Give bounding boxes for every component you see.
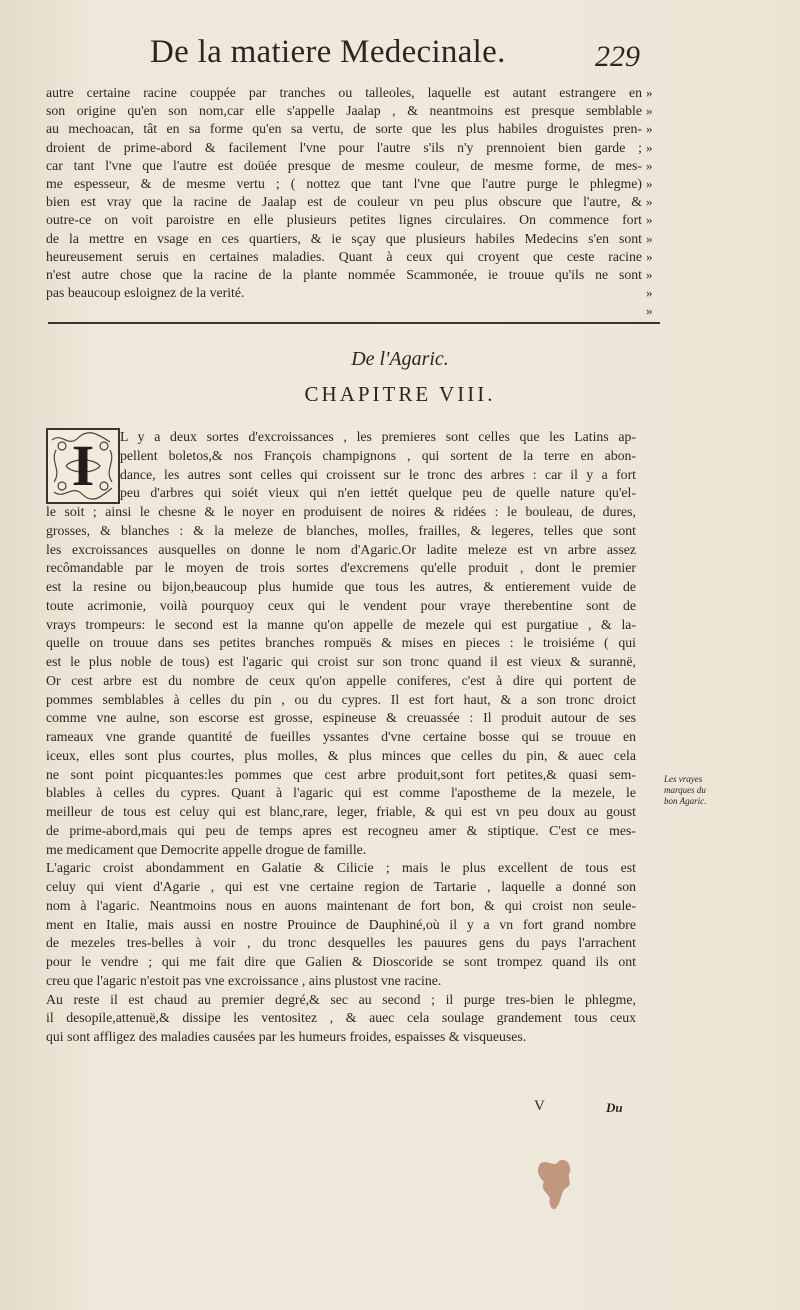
- text-line: les excroissances ausquelles on donne le nom d'Agaric.Or ladite meleze est vn arbre assez: [46, 541, 636, 557]
- text-line: pommes semblables à celles du pin , ou du cypres. Il est fort haut, & a son tronc droict: [46, 691, 636, 707]
- text-line: autre certaine racine couppée par tranches ou talleoles, laquelle est autant estrangere en: [46, 85, 642, 100]
- text-line: le soit ; ainsi le chesne & le noyer en produisent de noires & ridées : le bouleau, de dures,: [46, 504, 636, 519]
- chapter-body: [46, 428, 636, 1047]
- text-line: me medicament que Democrite appelle drogue de famille.: [46, 841, 367, 857]
- text-line: iceux, elles sont plus courtes, plus molles, & plus minces que celles du pin, & auec cela: [46, 747, 636, 763]
- quote-mark: »: [646, 103, 653, 119]
- text-line: est la resine ou bijon,beaucoup plus humide que tous les autres, & entierement vuide de: [46, 579, 636, 594]
- catchword: Du: [606, 1100, 623, 1115]
- text-line: meilleur de tous est celuy qui est blanc,rare, leger, friable, & qui est vn peu doux au goust: [46, 804, 636, 819]
- quote-mark: »: [646, 175, 653, 191]
- margin-note: Les vrayes marques du bon Agaric.: [664, 774, 707, 806]
- text-line: au mechoacan, tât en sa forme qu'en sa vertu, de sorte que les plus habiles droguistes pren-: [46, 121, 642, 137]
- text-line: droient de prime-abord & facilement l'vne pour l'autre s'ils n'y prennoient bien garde ;: [46, 139, 642, 155]
- section-divider: [48, 322, 660, 324]
- quote-mark: »: [646, 139, 653, 155]
- quote-mark: »: [646, 157, 653, 173]
- text-line: L y a deux sortes d'excroissances , les premieres sont celles que les Latins ap-: [120, 429, 636, 444]
- text-line: ment en Italie, mais aussi en nostre Prouince de Dauphiné,où il y a vn fort grand nombre: [46, 916, 636, 932]
- text-line: pellent boletos,& nos François champignons , qui sortent de la terre en abon-: [120, 447, 636, 463]
- text-line: ne sont point picquantes:les pommes que cest arbre produit,sont fort petites,& quasi sem-: [46, 766, 636, 782]
- text-line: outre-ce on voit paroistre en elle plusieurs petites lignes circulaires. On commence fort: [46, 212, 642, 228]
- text-line: me espesseur, & de mesme vertu ; ( nottez que tant l'vne que l'autre purge le phlegme): [46, 175, 642, 191]
- quotation-marks-column: [646, 84, 666, 320]
- text-line: creu que l'agaric n'estoit pas vne excroissance , ains plustost vne racine.: [46, 972, 442, 988]
- text-line: car tant l'vne que l'autre est doüée presque de mesme couleur, de mesme forme, de mes-: [46, 157, 642, 173]
- page-number: 229: [595, 40, 640, 73]
- text-line: qui sont affligez des maladies causées par les humeurs froides, espaisses & visqueuses.: [46, 1029, 527, 1044]
- text-line: son origine qu'en son nom,car elle s'appelle Jaalap , & neantmoins est presque semblable: [46, 103, 642, 119]
- text-line: bien est vray que la racine de Jaalap est de couleur vn peu plus obscure que l'autre, &: [46, 194, 642, 210]
- running-title: De la matiere Medecinale.: [150, 34, 506, 70]
- quote-mark: »: [646, 266, 653, 282]
- quote-mark: »: [646, 121, 653, 137]
- quote-mark: »: [646, 230, 653, 246]
- text-line: Or cest arbre est du nombre de ceux qu'on appelle coniferes, c'est à dire qui portent de: [46, 672, 636, 688]
- quote-mark: »: [646, 212, 653, 228]
- quote-mark: »: [646, 194, 653, 210]
- ink-stain-icon: [536, 1158, 576, 1212]
- quote-mark: »: [646, 248, 653, 264]
- quote-mark: »: [646, 303, 653, 319]
- text-line: n'est autre chose que la racine de la plante nommée Scammonée, ie trouue qu'ils ne sont: [46, 266, 642, 282]
- signature-mark: V: [534, 1098, 545, 1114]
- text-line: pour le vendre ; qui me fait dire que Galien & Dioscoride se sont trompez quand ils ont: [46, 954, 636, 969]
- drop-cap-letter: I: [71, 433, 95, 498]
- text-line: comme vne aulne, son escorse est grosse, espineuse & creuassée : Il produit autour de ses: [46, 710, 636, 726]
- text-line: il desopile,attenuë,& dissipe les ventositez , & auec cela soulage grandement tous ceux: [46, 1010, 636, 1026]
- text-line: est le plus noble de tous) est l'agaric qui croist sur son tronc quand il est vieux & surannë,: [46, 654, 636, 669]
- quote-mark: »: [646, 85, 653, 100]
- text-line: vrays trompeurs: le second est la manne qu'on appelle de mezele qui est purgatiue , & la-: [46, 616, 636, 632]
- text-line: quelle on trouue dans ses petites branches rompuës & mises en pieces : le troisiéme ( qui: [46, 635, 636, 651]
- text-line: recômandable par le moyen de trois sortes d'excremens qu'elle produit , dont le premier: [46, 560, 636, 576]
- text-line: pas beaucoup esloignez de la verité.: [46, 285, 245, 301]
- text-line: dance, les autres sont celles qui croissent sur le tronc des arbres : car il y a fort: [120, 466, 636, 482]
- text-line: rameaux vne grande quantité de fueilles yssantes d'vne certaine bosse qui se trouue en: [46, 729, 636, 744]
- text-line: toute acrimonie, voilà pourquoy ceux qui le vendent pour vraye therebentine sont de: [46, 597, 636, 613]
- text-line: grosses, & blanches : & la meleze de blanches, molles, frailles, & legeres, telles que sont: [46, 522, 636, 538]
- text-line: Au reste il est chaud au premier degré,& sec au second ; il purge tres-bien le phlegme,: [46, 991, 636, 1007]
- text-line: nom à l'agaric. Neantmoins nous en auons maintenant de fort bon, & qui croist non seule-: [46, 897, 636, 913]
- running-header: [150, 34, 650, 80]
- text-line: celuy qui vient d'Agarie , qui est vne certaine region de Tartarie , laquelle a donné son: [46, 879, 636, 894]
- chapter-heading: CHAPITRE VIII.: [304, 382, 496, 406]
- text-line: peu d'arbres qui soiét vieux qui n'en iettét quelque peu de quelle nature qu'el-: [120, 485, 636, 501]
- text-line: de mezeles tres-belles à voir , du tronc desquelles les pauures gens du pays l'arrachent: [46, 935, 636, 951]
- quote-mark: »: [646, 285, 653, 301]
- text-line: de prime-abord,mais qui peu de temps apres est recogneu amer & stiptique. C'est ce mes-: [46, 822, 636, 838]
- text-line: de la mettre en vsage en ces quartiers, & ie sçay que plusieurs habiles Medecins s'en sont: [46, 230, 642, 246]
- text-line: blables à celles du cypres. Quant à l'agaric qui est comme l'apostheme de la mezele, le: [46, 785, 636, 801]
- section-title: De l'Agaric.: [351, 348, 449, 370]
- text-line: heureusement seruis en certaines maladies. Quant à ceux qui croyent que ceste racine: [46, 248, 642, 264]
- continued-paragraph: [46, 84, 642, 302]
- text-line: L'agaric croist abondamment en Galatie & Cilicie ; mais le plus excellent de tous est: [46, 860, 636, 876]
- decorated-initial: [46, 428, 120, 504]
